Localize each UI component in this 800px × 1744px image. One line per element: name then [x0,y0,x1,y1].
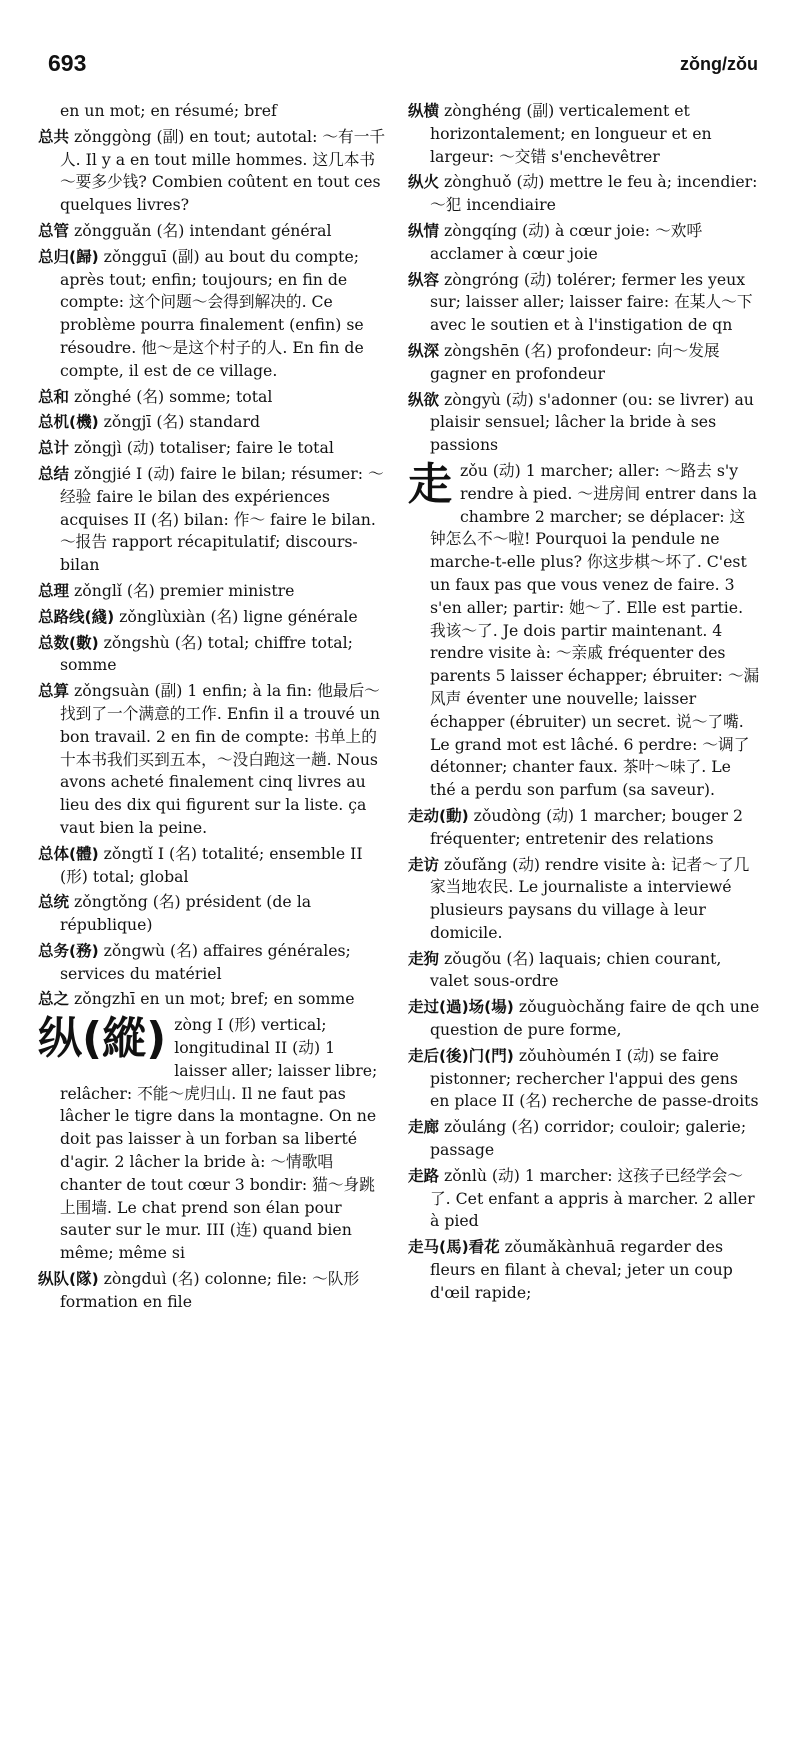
page-header [40,50,760,90]
entry-definition: zǒnglùxiàn (名) ligne générale [114,606,358,626]
entry-headword: 纵火 [408,173,440,192]
entry-definition: zòngqíng (动) à cœur joie: ～欢呼 acclamer à cœur joie [430,220,703,263]
entry-definition: zònghéng (副) verticalement et horizontalement; en longueur et en largeur: ～交错 s'enchevêtrer [430,101,712,166]
entry-definition: zǒuhòumén I (动) se faire pistonner; rechercher l'appui des gens en place II (名) recherche de passe-droits [430,1045,759,1111]
dictionary-entry [38,606,390,629]
dictionary-entry [408,460,760,802]
entry-headword: 纵欲 [408,390,440,409]
entry-definition: zǒngjī (名) standard [98,412,261,432]
entry-headword: 纵横 [408,102,440,120]
entry-definition: zòngduì (名) colonne; file: ～队形 formation en file [60,1269,360,1311]
dictionary-entry [408,171,760,217]
dictionary-entry [408,948,760,994]
entry-headword: 总路线(綫) [38,607,115,626]
entry-definition: zòngróng (动) tolérer; fermer les yeux sur; laisser aller; laisser faire: 在某人～下 avec le soutien et à l'instigation de qn [430,269,753,335]
entry-definition: zǒumǎkànhuā regarder des fleurs en filant à cheval; jeter un coup d'œil rapide; [430,1237,733,1302]
entry-headword: 纵队(隊) [38,1270,99,1289]
left-column [38,100,390,1317]
entry-headword: 总共 [38,127,70,146]
entry-definition: zònghuǒ (动) mettre le feu à; incendier: ～犯 incendiaire [430,172,758,215]
entry-headword: 总统 [38,893,70,912]
entry-headword: 走访 [408,855,440,874]
dictionary-entry [38,126,390,217]
dictionary-entry [408,996,760,1042]
dictionary-entry [408,269,760,337]
dictionary-entry [408,854,760,945]
entry-definition: zǒngtǐ I (名) totalité; ensemble II (形) total; global [60,843,363,886]
running-head: zǒng/zǒu [680,54,758,74]
entry-definition: zòngshēn (名) profondeur: 向～发展 gagner en profondeur [430,340,720,383]
dictionary-entry [38,843,390,889]
dictionary-entry [38,220,390,243]
page-number: 693 [48,50,87,76]
entry-definition: zǒnghé (名) somme; total [69,386,273,406]
dictionary-entry [38,386,390,409]
dictionary-entry [408,340,760,386]
entry-headword: 总数(數) [38,633,99,652]
dictionary-entry [38,632,390,678]
dictionary-entry [408,1116,760,1162]
entry-headword: 走后(後)门(門) [408,1046,514,1065]
entry-definition: zǒufǎng (动) rendre visite à: 记者～了几家当地农民. Le journaliste a interviewé plusieurs paysans du village à leur domicile. [430,854,750,942]
entry-definition: zǒuláng (名) corridor; couloir; galerie; passage [430,1117,747,1160]
entry-headword: 总机(機) [38,413,99,432]
entry-definition: zǒudòng (动) 1 marcher; bouger 2 fréquenter; entretenir des relations [430,805,744,848]
entry-headword: 总之 [38,990,70,1009]
dictionary-entry [408,1165,760,1233]
entry-headword: 总务(務) [38,941,99,960]
dictionary-entry [38,246,390,383]
entry-definition: zǒnlù (动) 1 marcher: 这孩子已经学会～了. Cet enfant a appris à marcher. 2 aller à pied [430,1165,755,1231]
entry-headword: 总体(體) [38,844,99,863]
entry-definition: zǒngjié I (动) faire le bilan; résumer: ～经验 faire le bilan des expériences acquises II (名) bilan: 作～ faire le bilan. ～报告 rapport récapitulatif; discours-bilan [60,463,384,575]
right-column [408,100,760,1308]
entry-definition: zǒngwù (名) affaires générales; services du matériel [60,940,351,983]
dictionary-entry [38,411,390,434]
dictionary-entry [38,1268,390,1314]
dictionary-entry [408,1236,760,1304]
dictionary-entry [38,680,390,840]
entry-definition: zǒnggòng (副) en tout; autotal: ～有一千人. Il y a en tout mille hommes. 这几本书～要多少钱? Combien coûtent en tout ces quelques livres? [60,126,386,215]
entry-definition: zǒngjì (动) totaliser; faire le total [69,438,334,458]
entry-definition: zǒngzhī en un mot; bref; en somme [69,989,355,1009]
entry-headword: 纵容 [408,270,440,289]
entry-definition: zǒngguī (副) au bout du compte; après tout; enfin; toujours; en fin de compte: 这个问题～会得到解决的. Ce problème pourra finalement (enfin) se résoudre. 他～是这个村子的人. En fin de compte, il est de ce village. [60,246,364,380]
dictionary-entry [38,1014,390,1265]
entry-definition: zǒngguǎn (名) intendant général [69,220,332,240]
dictionary-entry [408,389,760,457]
entry-headword: 纵深 [408,341,440,360]
entry-definition: zǒngshù (名) total; chiffre total; somme [60,632,353,675]
entry-definition: zǒugǒu (名) laquais; chien courant, valet sous-ordre [430,948,722,991]
dictionary-entry [38,100,390,123]
dictionary-entry [38,463,390,577]
dictionary-entry [38,580,390,603]
entry-definition: en un mot; en résumé; bref [60,101,277,120]
entry-definition: zǒngsuàn (副) 1 enfin; à la fin: 他最后～找到了一个满意的工作. Enfin il a trouvé un bon travail. 2 en fin de compte: 书单上的十本书我们买到五本，～没白跑这一趟. Nous avons acheté finalement cinq livres au lieu des dix qui figurent sur la liste. ça vaut bien la peine. [60,681,381,837]
dictionary-entry [408,805,760,851]
character-headword: 走 [408,458,452,510]
dictionary-entry [38,940,390,986]
entry-definition: zǒnglǐ (名) premier ministre [69,580,295,600]
entry-headword: 总结 [38,464,70,483]
entry-headword: 总计 [38,439,70,458]
character-headword: 纵(縱) [38,1013,167,1065]
entry-definition: zǒu (动) 1 marcher; aller: ～路去 s'y rendre à pied. ～进房间 entrer dans la chambre 2 marcher; se déplacer: 这钟怎么不～啦! Pourquoi la pendule ne marche-t-elle plus? 你这步棋～坏了. C'est un faux pas que vous venez de faire. 3 s'en aller; partir: 她～了. Elle est partie. 我该～了. Je dois partir maintenant. 4 rendre visite à: ～亲戚 fréquenter des parents 5 laisser échapper; ébruiter: ～漏风声 éventer une nouvelle; laisser échapper (ébruiter) un secret. 说～了嘴. Le grand mot est lâché. 6 perdre: ～调了 détonner; chanter faux. 茶叶～味了. Le thé a perdu son parfum (sa saveur). [430,460,760,800]
entry-headword: 总理 [38,581,70,600]
entry-headword: 走狗 [408,949,440,968]
entry-headword: 总和 [38,387,70,406]
entry-headword: 总管 [38,221,70,240]
entry-headword: 总算 [38,682,70,701]
entry-headword: 总归(歸) [38,247,99,266]
entry-definition: zòng I (形) vertical; longitudinal II (动) 1 laisser aller; laisser libre; relâcher: 不能～虎归山. Il ne faut pas lâcher le tigre dans la montagne. On ne doit pas laisser à un forban sa liberté d'agir. 2 lâcher la bride à: ～情歌唱 chanter de tout cœur 3 bondir: 猫～身跳上围墙. Le chat prend son élan pour sauter sur le mur. III (连) quand bien même; même si [60,1015,378,1263]
dictionary-entry [38,437,390,460]
entry-headword: 走动(動) [408,806,469,825]
entry-definition: zǒuguòchǎng faire de qch une question de pure forme, [430,997,760,1040]
entry-headword: 纵情 [408,221,440,240]
dictionary-entry [408,100,760,168]
entry-definition: zòngyù (动) s'adonner (ou: se livrer) au plaisir sensuel; lâcher la bride à ses passions [430,389,754,455]
entry-definition: zǒngtǒng (名) président (de la république) [60,892,312,935]
entry-headword: 走路 [408,1166,440,1185]
dictionary-entry [408,220,760,266]
entry-headword: 走廊 [408,1118,440,1137]
dictionary-entry [38,891,390,937]
dictionary-entry [38,988,390,1011]
dictionary-entry [408,1045,760,1113]
entry-headword: 走马(馬)看花 [408,1238,500,1257]
entry-headword: 走过(過)场(場) [408,998,514,1017]
